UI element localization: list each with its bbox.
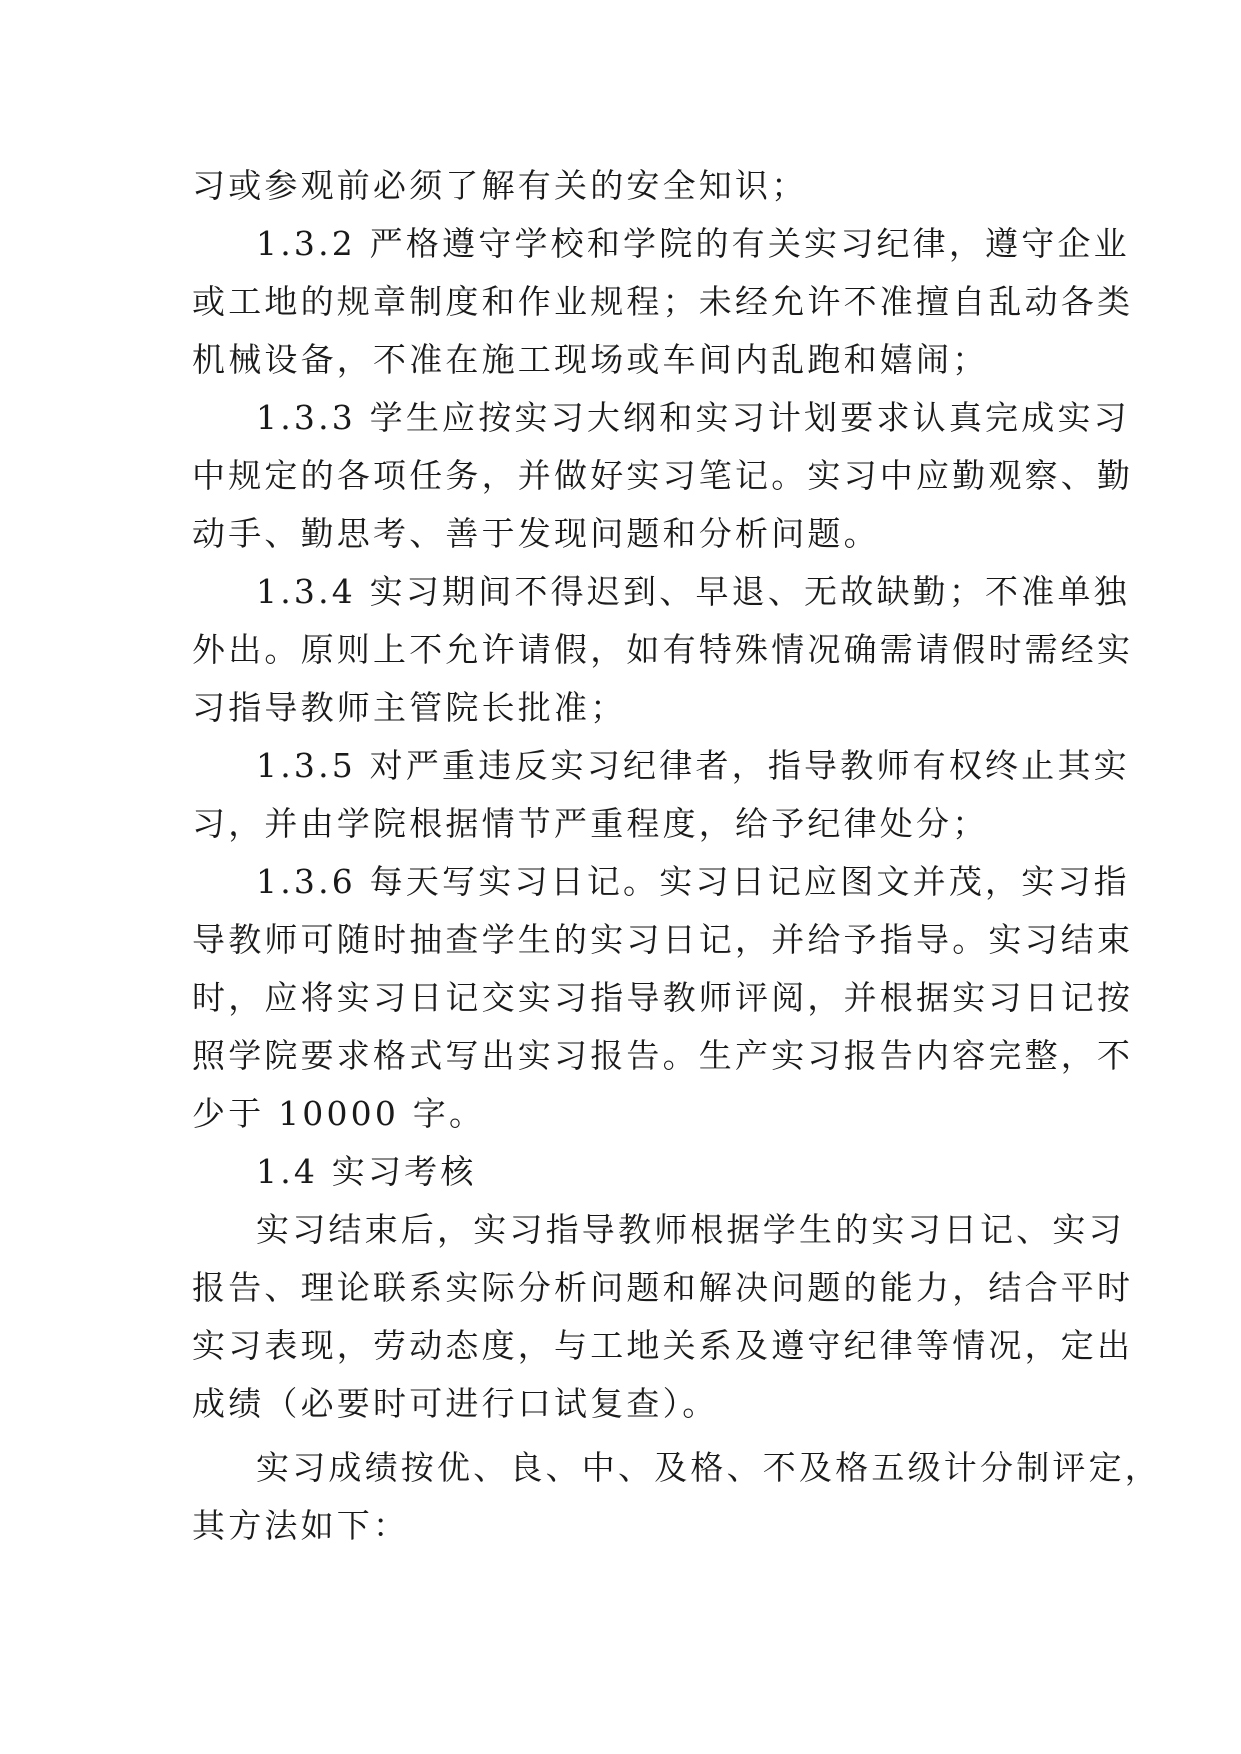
- text-line: 实习表现，劳动态度，与工地关系及遵守纪律等情况，定出: [192, 1326, 1134, 1365]
- clause-1-3-2: 1.3.2 严格遵守学校和学院的有关实习纪律，遵守企业: [256, 224, 1130, 263]
- clause-1-3-4: 1.3.4 实习期间不得迟到、早退、无故缺勤；不准单独: [256, 572, 1130, 611]
- text-line: 照学院要求格式写出实习报告。生产实习报告内容完整，不: [192, 1036, 1134, 1075]
- paragraph-start: 实习成绩按优、良、中、及格、不及格五级计分制评定，: [256, 1448, 1161, 1487]
- text-line: 其方法如下：: [192, 1506, 410, 1545]
- text-line: 机械设备，不准在施工现场或车间内乱跑和嬉闹；: [192, 340, 989, 379]
- text-line: 导教师可随时抽查学生的实习日记，并给予指导。实习结束: [192, 920, 1134, 959]
- text-line: 习，并由学院根据情节严重程度，给予纪律处分；: [192, 804, 989, 843]
- clause-1-3-3: 1.3.3 学生应按实习大纲和实习计划要求认真完成实习: [256, 398, 1130, 437]
- text-line: 报告、理论联系实际分析问题和解决问题的能力，结合平时: [192, 1268, 1134, 1307]
- text-line: 习指导教师主管院长批准；: [192, 688, 627, 727]
- text-line: 习或参观前必须了解有关的安全知识；: [192, 166, 808, 205]
- clause-1-3-6: 1.3.6 每天写实习日记。实习日记应图文并茂，实习指: [256, 862, 1130, 901]
- clause-1-3-5: 1.3.5 对严重违反实习纪律者，指导教师有权终止其实: [256, 746, 1130, 785]
- section-heading-1-4: 1.4 实习考核: [256, 1152, 477, 1191]
- document-body: [192, 157, 1161, 1555]
- text-line: 中规定的各项任务，并做好实习笔记。实习中应勤观察、勤: [192, 456, 1134, 495]
- text-line: 时，应将实习日记交实习指导教师评阅，并根据实习日记按: [192, 978, 1134, 1017]
- text-line: 外出。原则上不允许请假，如有特殊情况确需请假时需经实: [192, 630, 1134, 669]
- text-line: 或工地的规章制度和作业规程；未经允许不准擅自乱动各类: [192, 282, 1134, 321]
- text-line: 成绩（必要时可进行口试复查）。: [192, 1384, 719, 1423]
- text-line: 动手、勤思考、善于发现问题和分析问题。: [192, 514, 880, 553]
- paragraph-start: 实习结束后，实习指导教师根据学生的实习日记、实习: [256, 1210, 1125, 1249]
- text-line: 少于 10000 字。: [192, 1094, 486, 1133]
